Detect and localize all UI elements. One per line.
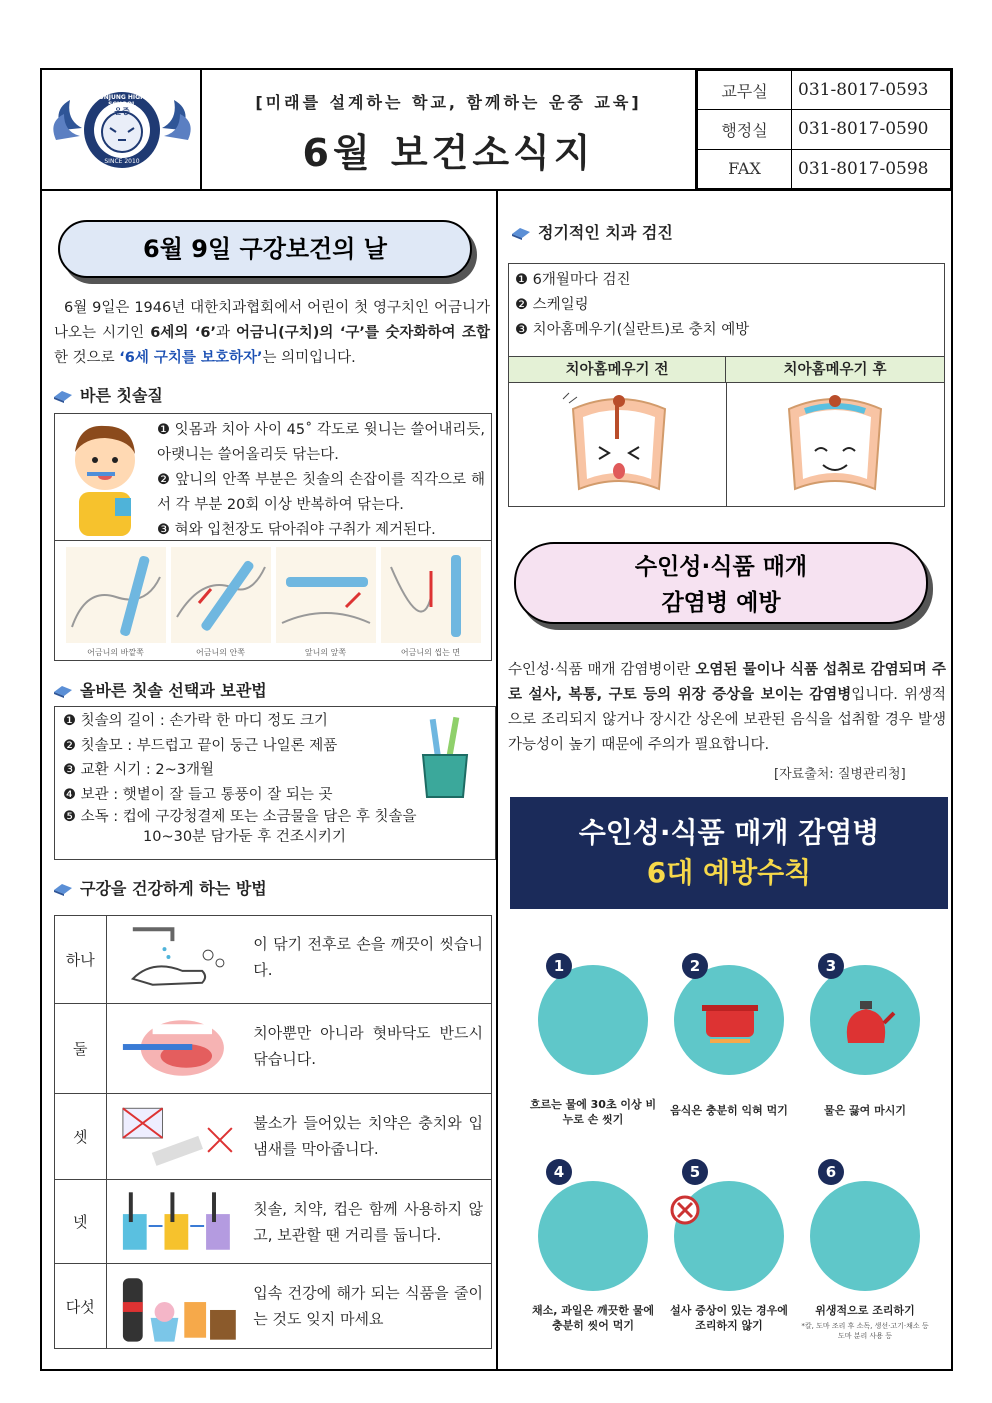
step-number: 6	[818, 1159, 844, 1185]
book-icon	[52, 880, 74, 896]
poster-subtitle: 6대 예방수칙	[646, 856, 812, 889]
infection-bold: 오염된 물이나 식품 섭취로 감염되며 주로 설사, 복통, 구토 등의 위장 증상을 보이는 감염병	[508, 662, 946, 703]
oral-day-text-3: 한 것으로	[54, 350, 120, 366]
step-illustration	[538, 1181, 648, 1291]
list-item: ❷ 스케일링	[515, 297, 589, 313]
title-cell	[202, 70, 697, 189]
source-note: [자료출처: 질병관리청]	[774, 767, 906, 782]
contact-value: 031-8017-0593	[792, 71, 951, 110]
step-note: *칼, 도마 조리 후 소독, 생선·고기·채소 등 도마 분리 사용 등	[801, 1322, 929, 1340]
step-illustration	[810, 1181, 920, 1291]
school-logo	[42, 70, 202, 189]
oral-day-text-4: 는 의미입니다.	[262, 350, 356, 366]
table-row	[55, 1093, 491, 1179]
image-label: 앞니의 앞쪽	[304, 648, 347, 657]
infection-paragraph	[508, 658, 946, 758]
separate-cups-icon	[113, 1184, 242, 1264]
contact-value: 031-8017-0598	[792, 149, 951, 188]
sealant-after-label: 치아홈메우기 후	[726, 357, 944, 383]
oral-day-bold-3: ‘6세 구치를 보호하자’	[119, 350, 263, 366]
no-cooking-icon	[670, 1195, 700, 1225]
brushing-step-image	[171, 547, 271, 657]
logo-text-bottom: SINCE 2010	[104, 158, 140, 165]
list-item: ❶ 잇몸과 치아 사이 45˚ 각도로 윗니는 쓸어내리듯, 아랫니는 쓸어올리듯 닦는다.	[157, 422, 485, 463]
table-row	[55, 1263, 491, 1349]
table-row	[55, 1179, 491, 1263]
dental-list	[515, 268, 749, 343]
infection-title-line1: 수인성·식품 매개	[634, 554, 808, 580]
contact-row	[698, 110, 951, 149]
healthy-table	[54, 915, 492, 1349]
step-number: 4	[546, 1159, 572, 1185]
list-item: ❶ 칫솔의 길이 : 손가락 한 마디 정도 크기	[63, 713, 328, 729]
tooth-after-image	[775, 389, 895, 499]
list-item: ❹ 보관 : 햇볕이 잘 들고 통풍이 잘 되는 곳	[63, 786, 333, 803]
brushing-step-image	[276, 547, 376, 657]
oral-day-bold-2: 어금니(구치)의 ‘구’를 숫자화하여 조합	[236, 325, 490, 341]
dental-box	[508, 263, 945, 507]
infection-text-2: 입니다. 위생적으로 조리되지 않거나 장시간 상온에 보관된 음식을 섭취할 경우 발생 가능성이 높기 때문에 주의가 필요합니다.	[508, 687, 946, 753]
newsletter-frame	[40, 68, 953, 1371]
row-key: 둘	[55, 1004, 107, 1093]
list-item: ❶ 6개월마다 검진	[515, 272, 631, 288]
step-number: 2	[682, 953, 708, 979]
child-brushing-image	[59, 416, 151, 536]
toothbrush-box	[54, 706, 496, 860]
row-key: 넷	[55, 1180, 107, 1263]
row-text: 칫솔, 치약, 컵은 함께 사용하지 않고, 보관할 땐 거리를 둡니다.	[253, 1200, 483, 1244]
kettle-icon	[836, 993, 896, 1049]
toothbrush-heading	[52, 678, 267, 701]
header	[42, 70, 951, 191]
subtitle: [미래를 설계하는 학교, 함께하는 운중 교육]	[255, 93, 642, 112]
handwash-icon	[113, 919, 242, 999]
oral-day-text-1: 6월 9일은 1946년 대한치과협회에서 어린이 첫 영구치인 어금니가 나오는 시기인	[54, 300, 490, 341]
step-caption: 물은 끓여 마시기	[823, 1104, 907, 1117]
step-illustration	[538, 965, 648, 1075]
list-item: 10~30분 담가둔 후 건조시키기	[143, 829, 346, 845]
row-text: 이 닦기 전후로 손을 깨끗이 씻습니다.	[253, 935, 483, 979]
step-number: 1	[546, 953, 572, 979]
step-caption: 채소, 과일은 깨끗한 물에 충분히 씻어 먹기	[532, 1304, 654, 1332]
contact-value: 031-8017-0590	[792, 110, 951, 149]
book-icon	[510, 224, 532, 240]
step-number: 5	[682, 1159, 708, 1185]
pot-icon	[700, 997, 760, 1047]
tooth-before-image	[559, 389, 679, 499]
list-item: ❷ 앞니의 안쪽 부분은 칫솔의 손잡이를 직각으로 해서 각 부분 20회 이상 반복하여 닦는다.	[157, 472, 485, 513]
healthy-heading-text: 구강을 건강하게 하는 방법	[80, 879, 267, 898]
oral-day-text-2: 과	[215, 325, 237, 341]
step-caption: 음식은 충분히 익혀 먹기	[670, 1104, 788, 1117]
prevention-poster	[510, 797, 948, 1351]
contact-row	[698, 71, 951, 110]
dental-heading-text: 정기적인 치과 검진	[538, 223, 673, 242]
oral-day-paragraph	[54, 296, 490, 371]
brushing-heading	[52, 383, 163, 406]
contact-table	[697, 70, 951, 189]
logo-text-top: UNJUNG HIGH SCHOOL	[98, 94, 146, 108]
contact-label: 행정실	[698, 110, 792, 149]
book-icon	[52, 682, 74, 698]
image-label: 어금니의 씹는 면	[400, 648, 461, 657]
row-text: 입속 건강에 해가 되는 식품을 줄이는 것도 잊지 마세요	[253, 1284, 483, 1328]
sealant-before-label: 치아홈메우기 전	[509, 357, 726, 383]
step-caption: 설사 증상이 있는 경우에 조리하지 않기	[670, 1304, 788, 1332]
brushing-step-image	[381, 547, 481, 657]
step-number: 3	[818, 953, 844, 979]
toothbrush-cup-icon	[415, 715, 475, 799]
poster-title: 수인성·식품 매개 감염병	[578, 816, 880, 849]
infection-text-1: 수인성·식품 매개 감염병이란	[508, 662, 696, 678]
row-key: 다섯	[55, 1264, 107, 1349]
brushing-step-image	[66, 547, 166, 657]
sealant-compare	[509, 356, 944, 506]
brushing-heading-text: 바른 칫솔질	[80, 386, 163, 405]
fluoride-toothpaste-icon	[113, 1098, 242, 1178]
oral-day-bold-1: 6세의 ‘6’	[150, 325, 216, 341]
image-label: 어금니의 바깥쪽	[87, 648, 144, 657]
step-caption: 위생적으로 조리하기	[815, 1304, 915, 1317]
logo-text-mid: 운중	[114, 107, 130, 116]
book-icon	[52, 387, 74, 403]
image-label: 어금니의 안쪽	[196, 648, 245, 657]
healthy-heading	[52, 876, 267, 899]
list-item: ❸ 치아홈메우기(실란트)로 충치 예방	[515, 322, 750, 338]
page-title: 6월 보건소식지	[302, 131, 595, 175]
step-caption: 흐르는 물에 30초 이상 비누로 손 씻기	[529, 1098, 657, 1126]
contact-row	[698, 149, 951, 188]
infection-title-line2: 감염병 예방	[661, 590, 781, 616]
contact-label: 교무실	[698, 71, 792, 110]
sweets-icon	[113, 1268, 242, 1348]
list-item: ❸ 혀와 입천장도 닦아줘야 구취가 제거된다.	[157, 522, 436, 538]
contact-label: FAX	[698, 149, 792, 188]
brushing-list	[157, 418, 485, 543]
brushing-box	[54, 413, 492, 661]
row-text: 치아뿐만 아니라 혓바닥도 반드시 닦습니다.	[253, 1024, 483, 1068]
infection-title	[514, 542, 928, 624]
list-item: ❷ 칫솔모 : 부드럽고 끝이 둥근 나일론 제품	[63, 737, 338, 754]
tongue-brush-icon	[113, 1008, 242, 1088]
brushing-images	[55, 540, 491, 660]
toothbrush-heading-text: 올바른 칫솔 선택과 보관법	[80, 681, 267, 700]
list-item: ❺ 소독 : 컵에 구강청결제 또는 소금물을 담은 후 칫솔을	[63, 809, 417, 825]
column-line	[726, 383, 727, 507]
table-row	[55, 1003, 491, 1093]
list-item: ❸ 교환 시기 : 2~3개월	[63, 762, 214, 778]
row-key: 셋	[55, 1094, 107, 1179]
row-key: 하나	[55, 915, 107, 1003]
column-divider	[496, 191, 498, 1371]
row-text: 불소가 들어있는 치약은 충치와 입 냄새를 막아줍니다.	[253, 1114, 483, 1158]
oral-day-title: 6월 9일 구강보건의 날	[58, 220, 472, 278]
table-row	[55, 915, 491, 1003]
dental-heading	[510, 220, 673, 243]
